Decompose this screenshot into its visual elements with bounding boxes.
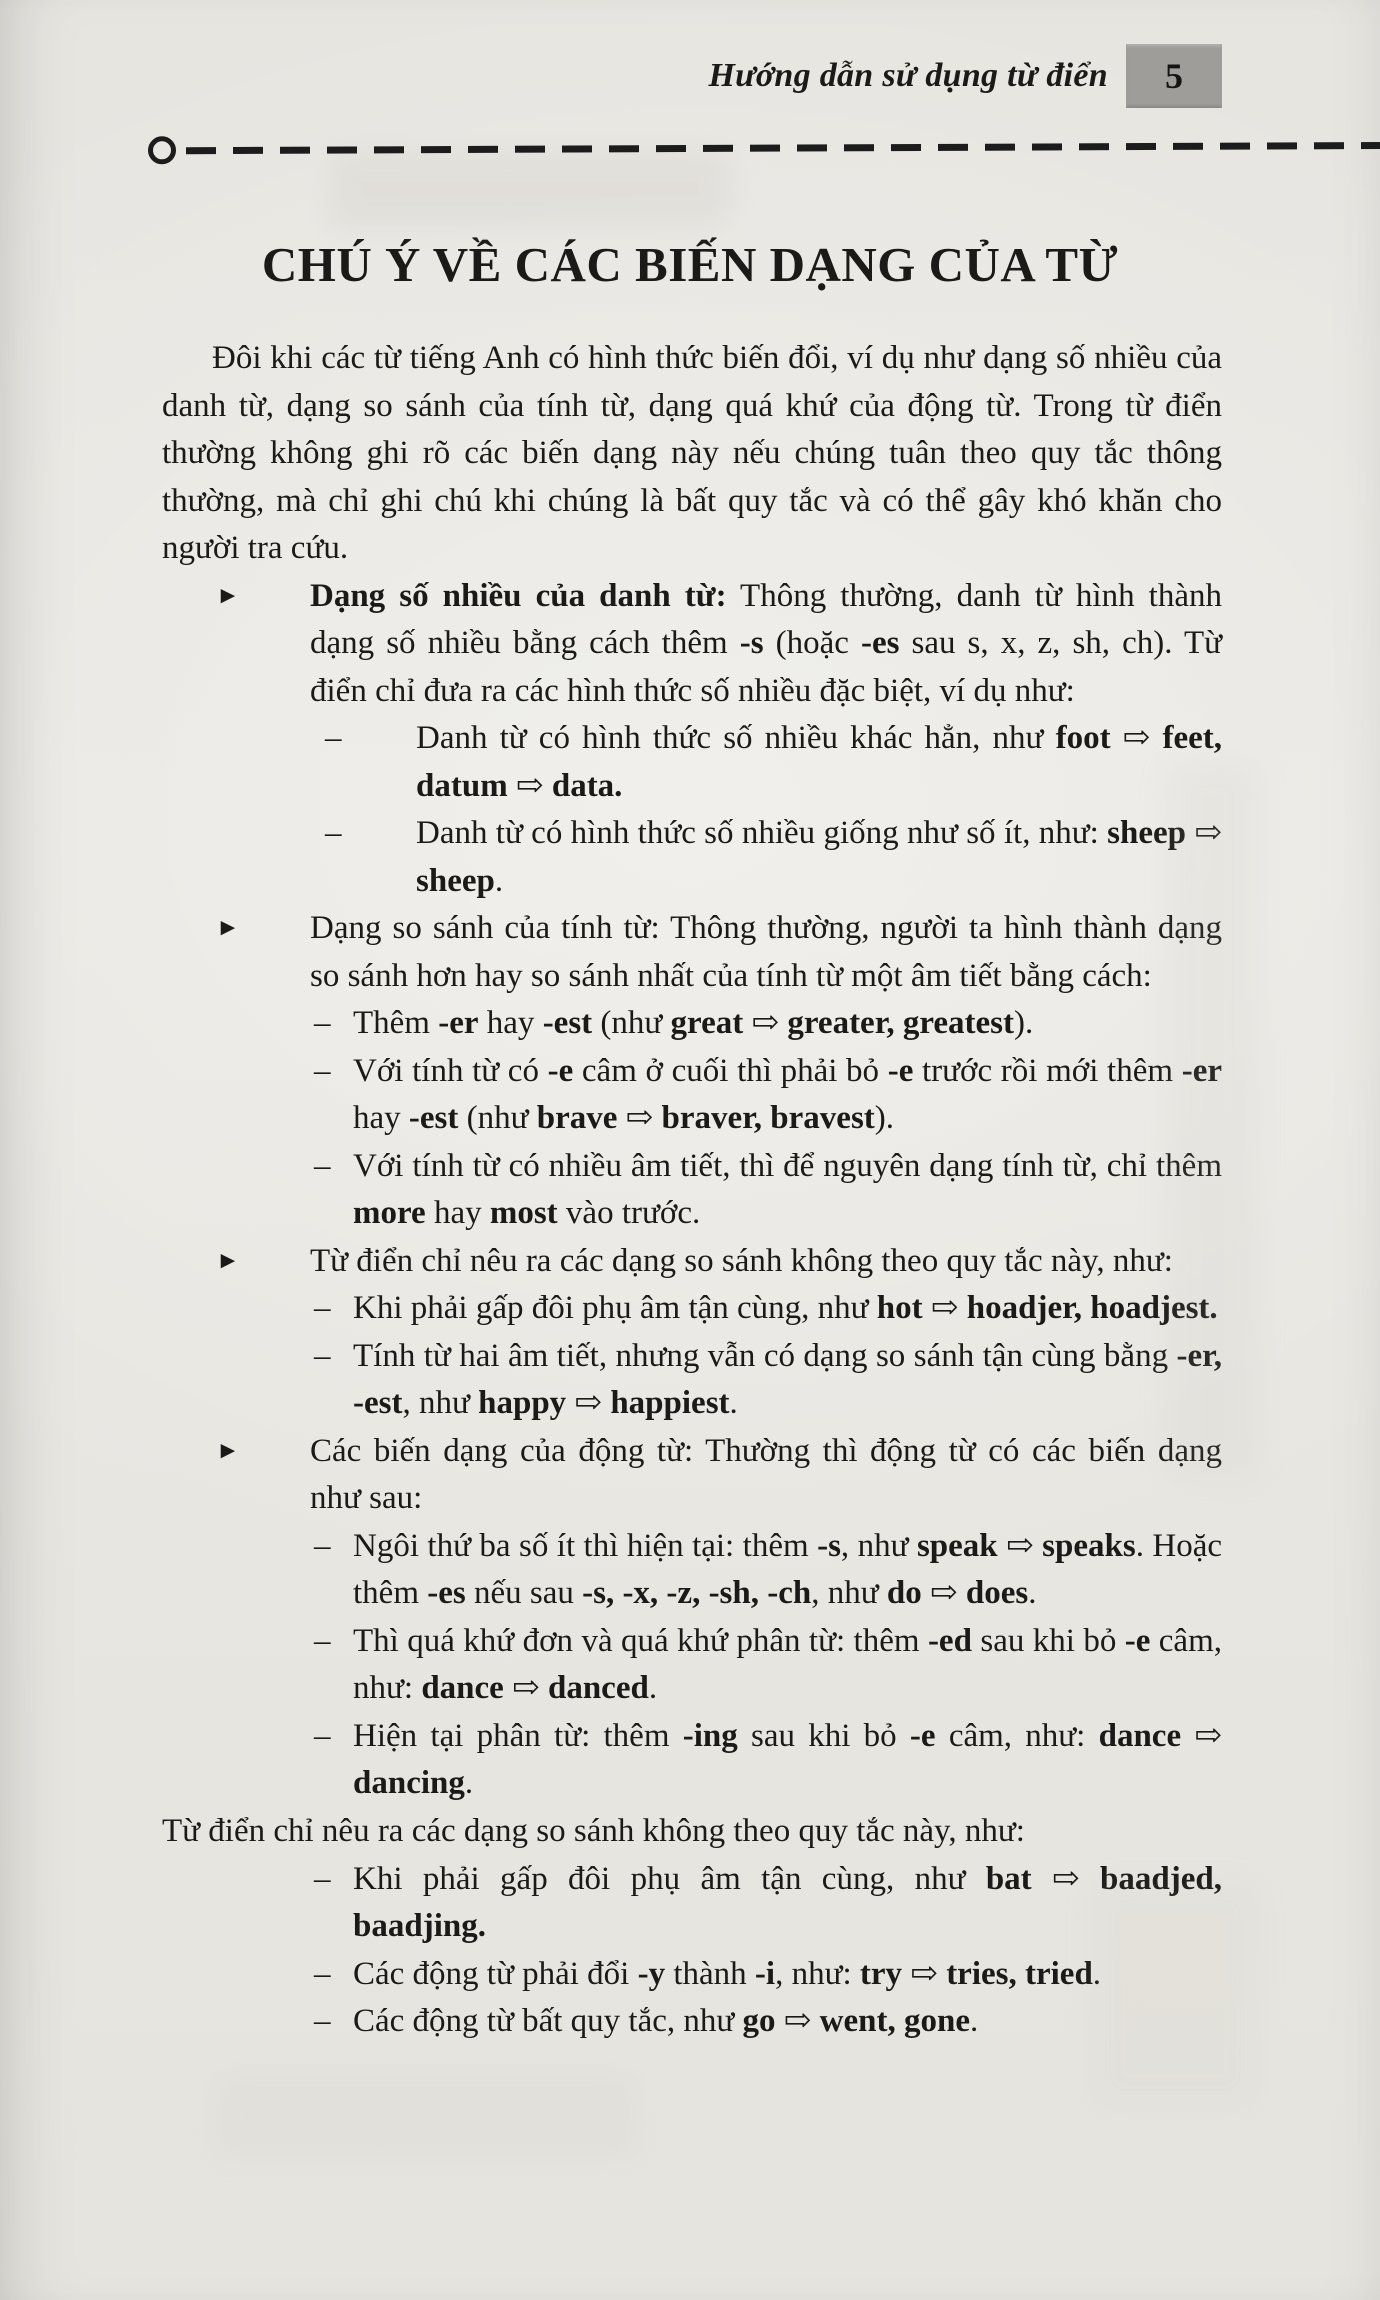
text-run: most bbox=[489, 1195, 558, 1232]
page-title: CHÚ Ý VỀ CÁC BIẾN DẠNG CỦA TỪ bbox=[261, 237, 1119, 292]
text-run: -e bbox=[887, 1052, 914, 1089]
text-run: nếu sau bbox=[465, 1575, 583, 1612]
text-run: . bbox=[494, 862, 504, 899]
text-run: hay bbox=[478, 1005, 543, 1042]
dash-marker: – bbox=[314, 1337, 331, 1374]
bullet-text bbox=[310, 1428, 1222, 1523]
sub-item bbox=[325, 715, 1222, 810]
text-run: dance ⇨ danced bbox=[421, 1670, 649, 1707]
text-run: dance ⇨ dancing bbox=[353, 1717, 1222, 1802]
text-run: . bbox=[729, 1385, 738, 1422]
sub-item bbox=[314, 1285, 1222, 1333]
bullet-item bbox=[216, 905, 1222, 1000]
text-run: sau s, x, z, sh, ch). Từ điển chỉ đưa ra các hình thức số nhiều đặc biệt, ví dụ như: bbox=[310, 625, 1222, 709]
triangle-bullet-icon: ► bbox=[216, 582, 240, 609]
text-run: . bbox=[1092, 1955, 1102, 1992]
text-run: câm, như: bbox=[353, 1622, 1222, 1707]
text-run: câm ở cuối thì phải bỏ bbox=[573, 1052, 888, 1089]
dash-marker: – bbox=[314, 1860, 331, 1897]
text-run: bat ⇨ baadjed, baadjing. bbox=[353, 1860, 1222, 1945]
text-run: Với tính từ có nhiều âm tiết, thì để nguyên dạng tính từ, chỉ thêm bbox=[353, 1147, 1222, 1184]
page-number-badge bbox=[1126, 44, 1222, 108]
text-run: Thông thường, danh từ hình thành dạng số nhiều bằng cách thêm bbox=[310, 577, 1222, 662]
sub-item bbox=[314, 1000, 1222, 1048]
text-run: Các biến dạng của động từ: Thường thì động từ có các biến dạng như sau: bbox=[310, 1432, 1222, 1517]
text-run: sau khi bỏ bbox=[737, 1717, 910, 1754]
text-run: Thêm bbox=[353, 1005, 439, 1042]
text-run: more bbox=[353, 1195, 426, 1232]
dash-marker: – bbox=[314, 2003, 331, 2040]
paragraph-text bbox=[162, 1808, 1222, 1856]
paragraph-text bbox=[162, 335, 1222, 573]
sub-item-text bbox=[353, 1998, 1222, 2046]
text-run: (như bbox=[592, 1005, 671, 1042]
dash-marker: – bbox=[314, 1147, 331, 1184]
text-run: -es bbox=[860, 625, 900, 662]
text-run: Khi phải gấp đôi phụ âm tận cùng, như bbox=[353, 1860, 986, 1897]
dash-marker: – bbox=[314, 1527, 331, 1564]
dash-marker: – bbox=[314, 1005, 331, 1042]
sub-item bbox=[314, 1951, 1222, 1999]
text-run: -er bbox=[438, 1005, 479, 1042]
sub-item-text bbox=[353, 1143, 1222, 1238]
text-run: . bbox=[970, 2003, 979, 2040]
text-run: -est bbox=[408, 1100, 459, 1137]
bullet-text bbox=[310, 905, 1222, 1000]
dash-marker: – bbox=[314, 1955, 331, 1992]
sub-item-text bbox=[353, 1713, 1222, 1808]
text-run: Đôi khi các từ tiếng Anh có hình thức biến đổi, ví dụ như dạng số nhiều của danh từ, dạng so sánh của tính từ, dạng quá khứ của động từ. Trong từ điển thường không ghi rõ các biến dạng này nếu chúng tuân theo quy tắc thông thường, mà chỉ ghi chú khi chúng là bất quy tắc và có thể gây khó khăn cho người tra cứu. bbox=[162, 340, 1222, 567]
text-run: Từ điển chỉ nêu ra các dạng so sánh không theo quy tắc này, như: bbox=[162, 1812, 1025, 1849]
text-run: do ⇨ does bbox=[886, 1575, 1029, 1612]
text-run: Dạng số nhiều của danh từ: bbox=[310, 577, 727, 614]
text-run: , như bbox=[402, 1385, 479, 1422]
text-run: , như: bbox=[775, 1955, 860, 1992]
text-run: . bbox=[464, 1765, 474, 1802]
text-run: thành bbox=[665, 1955, 755, 1992]
triangle-bullet-icon: ► bbox=[216, 915, 240, 942]
text-run: . bbox=[648, 1670, 658, 1707]
text-run: Danh từ có hình thức số nhiều khác hẳn, như bbox=[416, 720, 1056, 757]
sub-item-text bbox=[353, 1048, 1222, 1143]
text-run: -er, -est bbox=[353, 1337, 1222, 1422]
text-run: -y bbox=[637, 1955, 666, 1992]
text-run: speak ⇨ speaks bbox=[916, 1527, 1136, 1564]
sub-item bbox=[314, 1998, 1222, 2046]
text-run: vào trước. bbox=[557, 1195, 701, 1232]
sub-item bbox=[314, 1713, 1222, 1808]
text-run: Các động từ phải đổi bbox=[353, 1955, 638, 1992]
sub-item-text bbox=[353, 1618, 1222, 1713]
text-run: Danh từ có hình thức số nhiều giống như số ít, như: bbox=[416, 815, 1108, 852]
text-run: ). bbox=[874, 1100, 895, 1137]
dash-marker: – bbox=[314, 1052, 331, 1089]
text-run: -es bbox=[427, 1575, 466, 1612]
sub-item bbox=[314, 1048, 1222, 1143]
text-run: -s bbox=[739, 625, 764, 662]
text-run: -s bbox=[817, 1527, 841, 1564]
sub-item-text bbox=[353, 1856, 1222, 1951]
bleedthrough-smudge bbox=[210, 2070, 640, 2160]
sub-item bbox=[314, 1523, 1222, 1618]
paragraph bbox=[162, 1808, 1222, 1856]
sub-item-text bbox=[353, 1333, 1222, 1428]
bullet-text bbox=[310, 573, 1222, 716]
text-run: -ed bbox=[927, 1622, 972, 1659]
text-run: brave ⇨ braver, bravest bbox=[536, 1100, 875, 1137]
intro-paragraph bbox=[162, 335, 1222, 573]
divider-dashes bbox=[186, 141, 1380, 153]
text-run: Với tính từ có bbox=[353, 1052, 548, 1089]
text-run: ). bbox=[1014, 1005, 1034, 1042]
text-run: Các động từ bất quy tắc, như bbox=[353, 2003, 743, 2040]
divider-circle-icon bbox=[148, 136, 176, 164]
text-run: Dạng so sánh của tính từ: Thông thường, người ta hình thành dạng so sánh hơn hay so sánh nhất của tính từ một âm tiết bằng cách: bbox=[310, 910, 1222, 994]
text-run: hay bbox=[425, 1195, 490, 1232]
text-run: go ⇨ went, gone bbox=[742, 2003, 971, 2040]
dash-marker: – bbox=[325, 815, 342, 852]
text-run: -i bbox=[754, 1955, 776, 1992]
text-run: sheep ⇨ sheep bbox=[416, 815, 1222, 899]
text-run: foot ⇨ feet, datum ⇨ data. bbox=[416, 720, 1222, 804]
text-run: , như bbox=[840, 1527, 917, 1564]
page-header bbox=[0, 0, 1380, 108]
dash-marker: – bbox=[314, 1290, 331, 1327]
bullet-item bbox=[216, 573, 1222, 716]
bullet-item bbox=[216, 1238, 1222, 1286]
sub-item bbox=[314, 1333, 1222, 1428]
sub-item-text bbox=[353, 1285, 1222, 1333]
text-run: try ⇨ tries, tried bbox=[859, 1955, 1093, 1992]
text-run: Từ điển chỉ nêu ra các dạng so sánh không theo quy tắc này, như: bbox=[310, 1242, 1173, 1279]
text-run: Hiện tại phân từ: thêm bbox=[353, 1717, 683, 1754]
sub-item-text bbox=[353, 1951, 1222, 1999]
sub-item-text bbox=[416, 715, 1222, 810]
text-run: . Hoặc thêm bbox=[353, 1527, 1222, 1612]
dashed-divider bbox=[0, 131, 1380, 165]
text-run: -s, -x, -z, -sh, -ch bbox=[582, 1575, 812, 1612]
bullet-text bbox=[310, 1238, 1222, 1286]
header-title: Hướng dẫn sử dụng từ điển bbox=[708, 57, 1108, 94]
triangle-bullet-icon: ► bbox=[216, 1437, 240, 1464]
sub-item-text bbox=[416, 810, 1222, 905]
text-run: -ing bbox=[682, 1717, 738, 1754]
text-run: -er bbox=[1181, 1052, 1222, 1089]
text-run: sau khi bỏ bbox=[971, 1622, 1125, 1659]
text-run: -e bbox=[1124, 1622, 1151, 1659]
dash-marker: – bbox=[314, 1717, 331, 1754]
text-run: (như bbox=[458, 1100, 537, 1137]
page-content bbox=[0, 293, 1380, 2046]
sub-item bbox=[314, 1856, 1222, 1951]
dash-marker: – bbox=[314, 1622, 331, 1659]
sub-item bbox=[314, 1143, 1222, 1238]
text-run: (hoặc bbox=[763, 625, 861, 662]
sub-item-text bbox=[353, 1000, 1222, 1048]
text-run: Ngôi thứ ba số ít thì hiện tại: thêm bbox=[353, 1527, 818, 1564]
page-number: 5 bbox=[1165, 56, 1183, 96]
text-run: trước rồi mới thêm bbox=[913, 1052, 1182, 1089]
text-run: hot ⇨ hoadjer, hoadjest. bbox=[876, 1290, 1218, 1327]
text-run: great ⇨ greater, greatest bbox=[670, 1005, 1014, 1042]
text-run: -e bbox=[547, 1052, 574, 1089]
text-run: hay bbox=[353, 1100, 409, 1137]
sub-item-text bbox=[353, 1523, 1222, 1618]
bullet-item bbox=[216, 1428, 1222, 1523]
text-run: happy ⇨ happiest bbox=[478, 1385, 730, 1422]
sub-item bbox=[325, 810, 1222, 905]
text-run: , như bbox=[811, 1575, 887, 1612]
text-run: Tính từ hai âm tiết, nhưng vẫn có dạng so sánh tận cùng bằng bbox=[353, 1337, 1177, 1374]
text-run: câm, như: bbox=[935, 1717, 1099, 1754]
text-run: Thì quá khứ đơn và quá khứ phân từ: thêm bbox=[353, 1622, 928, 1659]
dash-marker: – bbox=[325, 720, 342, 757]
text-run: -e bbox=[909, 1717, 936, 1754]
text-run: -est bbox=[542, 1005, 593, 1042]
triangle-bullet-icon: ► bbox=[216, 1247, 240, 1274]
text-run: Khi phải gấp đôi phụ âm tận cùng, như bbox=[353, 1290, 877, 1327]
text-run: . bbox=[1028, 1575, 1037, 1612]
sub-item bbox=[314, 1618, 1222, 1713]
